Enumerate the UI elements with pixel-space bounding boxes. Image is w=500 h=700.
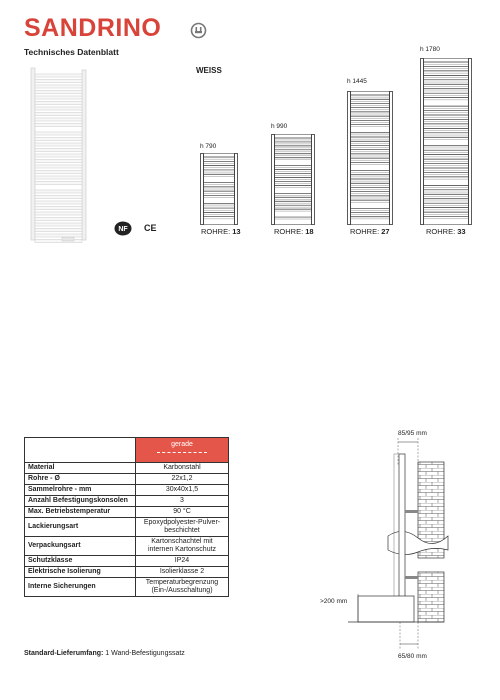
tubes-label: ROHRE: — [350, 227, 380, 236]
table-row — [25, 485, 229, 496]
spec-value: 90 °C — [136, 507, 229, 518]
tubes-label: ROHRE: — [274, 227, 304, 236]
radiator-model-diagram — [200, 153, 238, 225]
model-height-label: h 790 — [200, 143, 217, 150]
standard-delivery-note — [24, 650, 185, 657]
delivery-label: Standard-Lieferumfang: — [24, 650, 104, 657]
model-height-label: h 990 — [271, 123, 288, 130]
spec-key: Sammelrohre - mm — [25, 485, 136, 496]
radiator-model-diagram — [420, 58, 472, 225]
wall-distance-bottom-label: 65/80 mm — [398, 653, 427, 660]
wall-distance-top-label: 85/95 mm — [398, 430, 427, 437]
column-header-label: gerade — [171, 441, 193, 448]
nf-certification-logo — [114, 221, 132, 241]
spec-value: Epoxydpolyester-Pulver-beschichtet — [136, 518, 229, 537]
spec-table-header — [25, 438, 229, 463]
spec-value: Karbonstahl — [136, 463, 229, 474]
model-height-label: h 1780 — [420, 46, 440, 53]
delivery-text: 1 Wand-Befestigungssatz — [105, 650, 185, 657]
ce-mark: CE — [144, 223, 157, 233]
radiator-model-diagram — [271, 134, 315, 225]
table-row — [25, 537, 229, 556]
spec-key: Anzahl Befestigungskonsolen — [25, 496, 136, 507]
installation-diagram — [318, 426, 458, 675]
spec-value: 3 — [136, 496, 229, 507]
tubes-label: ROHRE: — [201, 227, 231, 236]
model-tubes-label — [426, 227, 466, 236]
tubes-label: ROHRE: — [426, 227, 456, 236]
product-title: SANDRINO — [24, 14, 162, 42]
table-row — [25, 567, 229, 578]
floor-distance-label: >200 mm — [320, 598, 348, 605]
spec-key: Material — [25, 463, 136, 474]
spec-key: Max. Betriebstemperatur — [25, 507, 136, 518]
spec-key: Schutzklasse — [25, 556, 136, 567]
spec-value: IP24 — [136, 556, 229, 567]
spec-value: Kartonschachtel mit internen Kartonschutz — [136, 537, 229, 556]
spec-value: 22x1,2 — [136, 474, 229, 485]
tubes-count: 27 — [381, 227, 390, 236]
plug-icon — [190, 22, 207, 44]
spec-key: Elektrische Isolierung — [25, 567, 136, 578]
tubes-count: 18 — [305, 227, 314, 236]
nf-mark-text: NF — [118, 226, 128, 233]
straight-line-icon — [157, 452, 207, 453]
model-tubes-label — [350, 227, 390, 236]
model-height-label: h 1445 — [347, 78, 367, 85]
spec-key: Rohre - Ø — [25, 474, 136, 485]
table-row — [25, 474, 229, 485]
color-variant: WEISS — [196, 66, 222, 75]
product-photo — [28, 66, 90, 249]
table-row — [25, 463, 229, 474]
table-row — [25, 578, 229, 597]
spec-table — [24, 437, 229, 597]
table-row — [25, 507, 229, 518]
spec-key: Interne Sicherungen — [25, 578, 136, 597]
tubes-count: 13 — [232, 227, 241, 236]
table-row — [25, 556, 229, 567]
tubes-count: 33 — [457, 227, 466, 236]
table-row — [25, 496, 229, 507]
spec-header-gerade — [136, 438, 229, 463]
spec-value: 30x40x1,5 — [136, 485, 229, 496]
model-tubes-label — [201, 227, 241, 236]
table-row — [25, 518, 229, 537]
spec-value: Isolierklasse 2 — [136, 567, 229, 578]
spec-key: Verpackungsart — [25, 537, 136, 556]
radiator-model-diagram — [347, 91, 393, 225]
page-subtitle: Technisches Datenblatt — [24, 47, 119, 57]
spec-key: Lackierungsart — [25, 518, 136, 537]
spec-value: Temperaturbegrenzung (Ein-/Ausschaltung) — [136, 578, 229, 597]
model-tubes-label — [274, 227, 314, 236]
spec-header-empty — [25, 438, 136, 463]
